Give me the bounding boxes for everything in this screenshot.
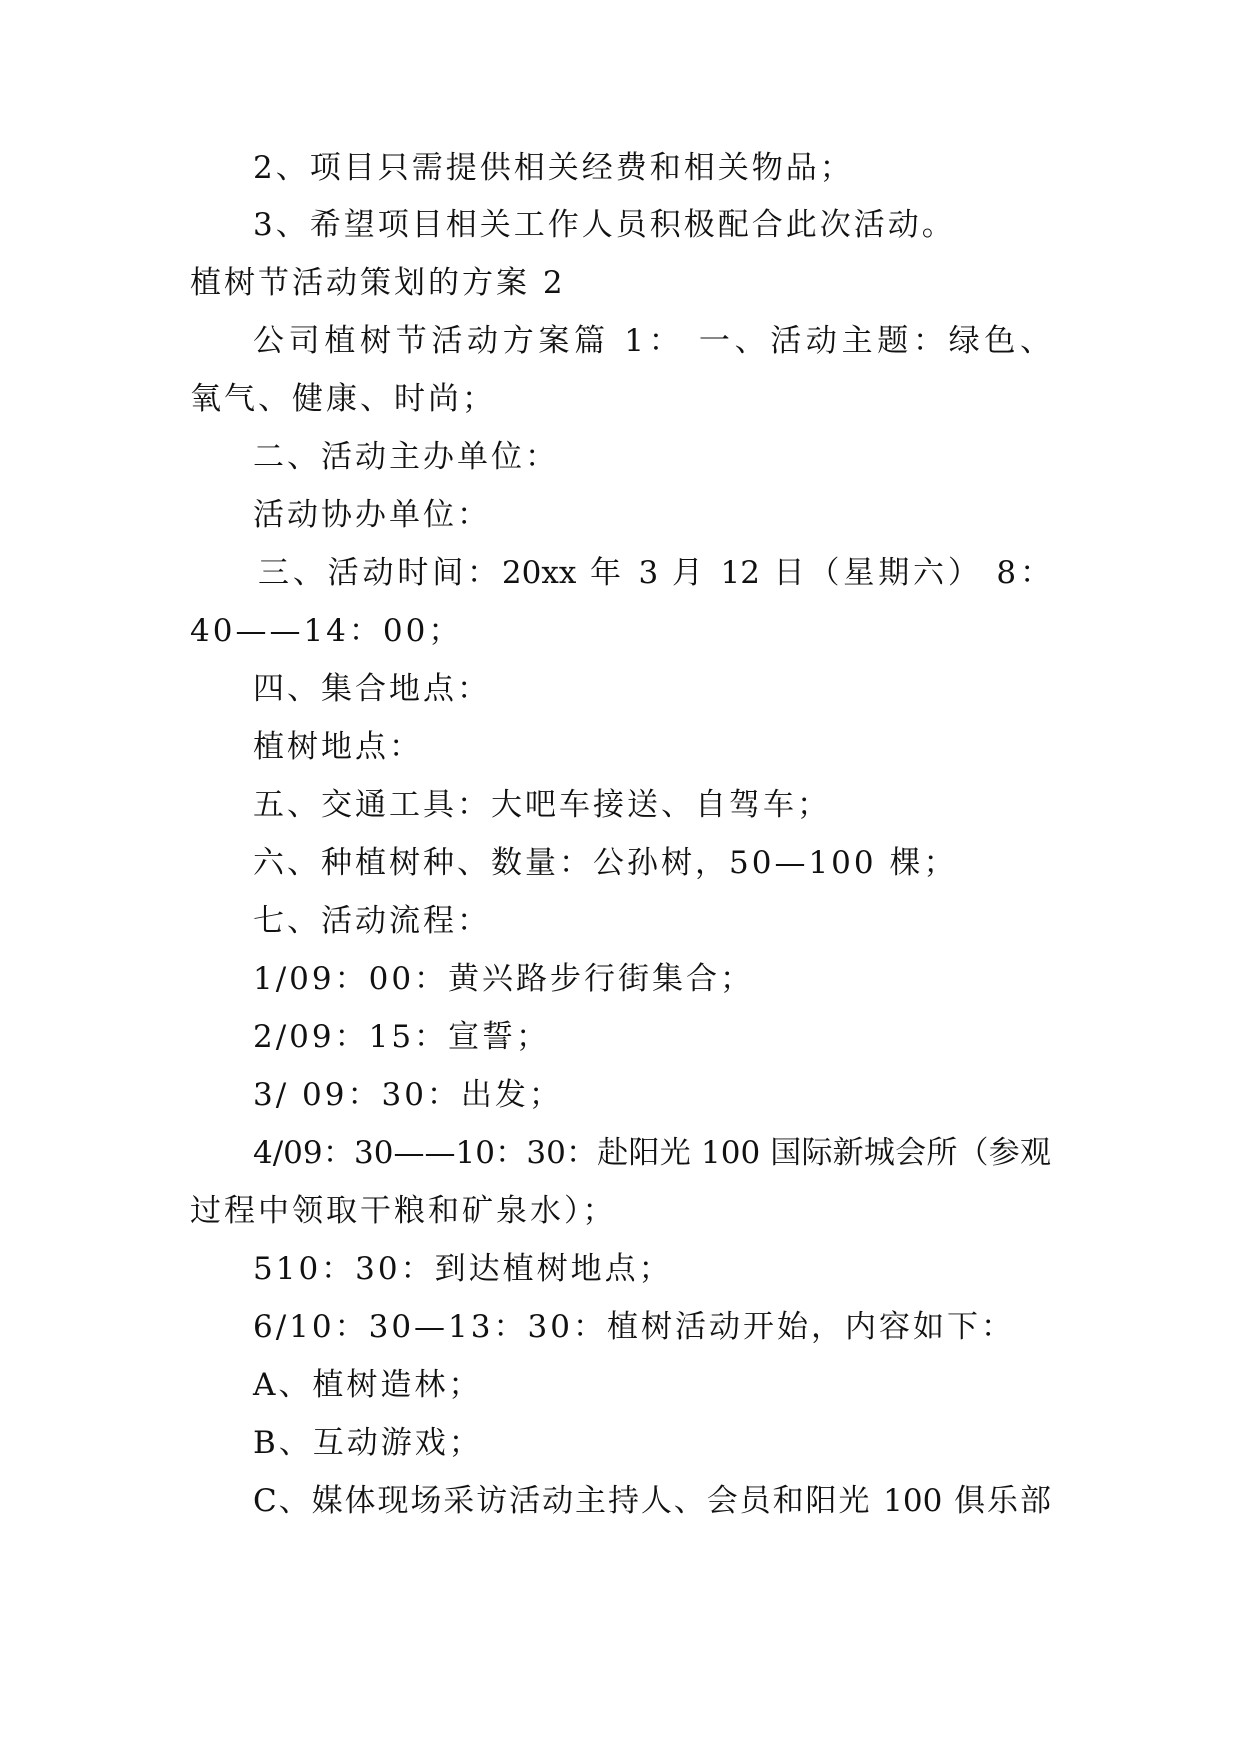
list-item: 510：30：到达植树地点； (253, 1251, 673, 1287)
paragraph-line: 4/09：30——10：30：赴阳光 100 国际新城会所（参观 (253, 1135, 1051, 1171)
list-item: 二、活动主办单位： (253, 439, 559, 475)
list-item: 2/09：15：宣誓； (253, 1019, 551, 1055)
list-item: 六、种植树种、数量：公孙树，50—100 棵； (253, 845, 958, 881)
list-item: 3、希望项目相关工作人员积极配合此次活动。 (253, 207, 956, 243)
paragraph-line: 过程中领取干粮和矿泉水）； (190, 1193, 617, 1229)
paragraph-line: 40——14：00； (190, 613, 463, 649)
list-item: 七、活动流程： (253, 903, 491, 939)
list-item: A、植树造林； (253, 1367, 483, 1403)
list-item: 五、交通工具：大吧车接送、自驾车； (253, 787, 831, 823)
list-item: 植树地点： (253, 729, 423, 765)
list-item: 3/ 09：30：出发； (253, 1077, 563, 1113)
paragraph-line: 氧气、健康、时尚； (190, 381, 496, 417)
section-heading: 植树节活动策划的方案 2 (190, 265, 566, 301)
list-item: 1/09：00：黄兴路步行街集合； (253, 961, 755, 997)
list-item: 活动协办单位： (253, 497, 491, 533)
paragraph-line: 公司植树节活动方案篇 1： 一、活动主题：绿色、 (253, 323, 1051, 359)
list-item: 四、集合地点： (253, 671, 491, 707)
list-item: 2、项目只需提供相关经费和相关物品； (253, 150, 854, 186)
paragraph-line: 三、活动时间：20xx 年 3 月 12 日（星期六） 8： (258, 555, 1051, 591)
paragraph-line: C、媒体现场采访活动主持人、会员和阳光 100 俱乐部 (253, 1483, 1051, 1519)
list-item: 6/10：30—13：30：植树活动开始，内容如下： (253, 1309, 1015, 1345)
list-item: B、互动游戏； (253, 1425, 483, 1461)
